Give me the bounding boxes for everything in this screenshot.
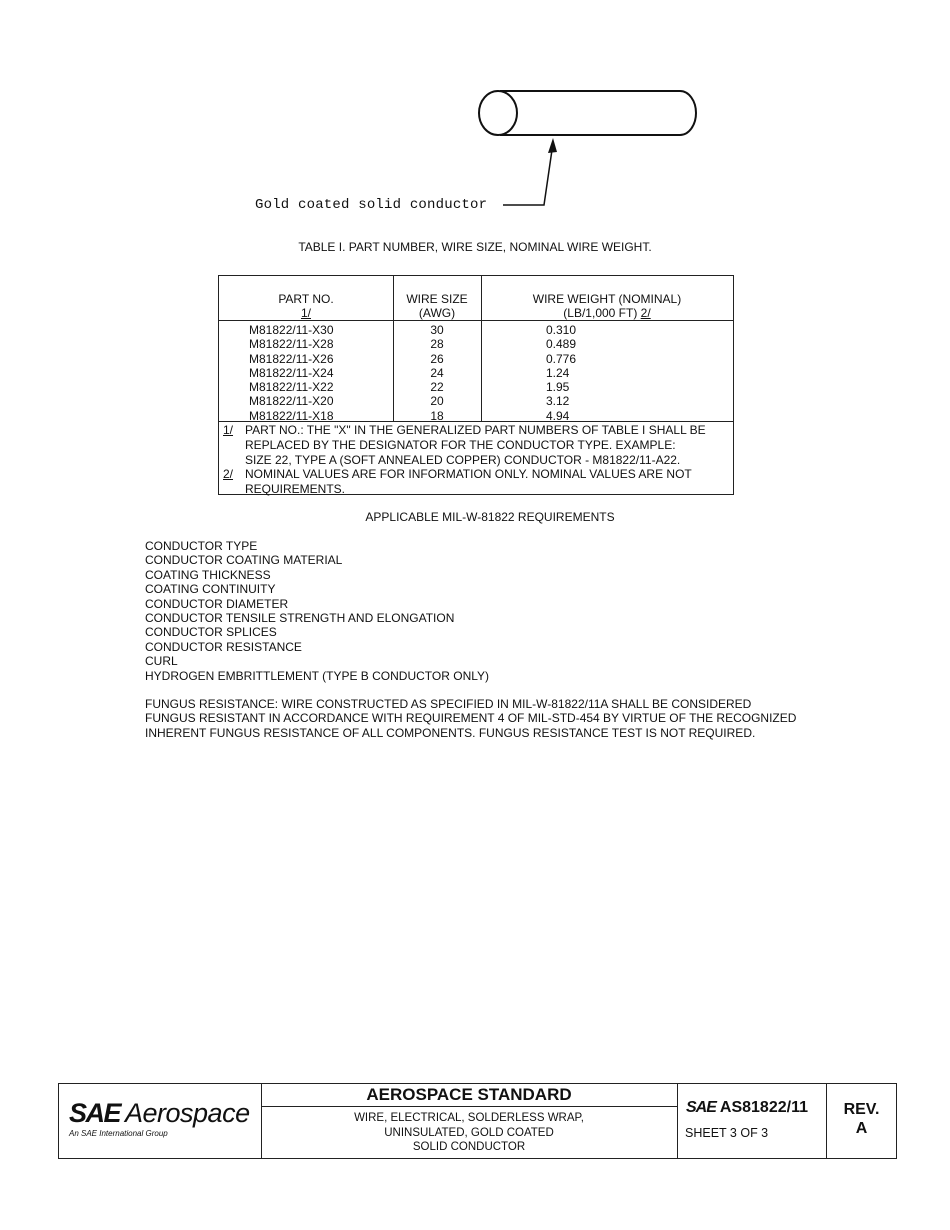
revision: REV. A (843, 1101, 880, 1137)
title-block (58, 1083, 897, 1159)
list-item: CURL (145, 654, 178, 669)
header-part-no: PART NO. 1/ (278, 292, 334, 320)
figure-label: Gold coated solid conductor (255, 197, 488, 213)
standard-description: WIRE, ELECTRICAL, SOLDERLESS WRAP, UNINSULATED, GOLD COATED SOLID CONDUCTOR (354, 1112, 584, 1153)
conductor-illustration (250, 85, 710, 220)
requirements-list (145, 539, 489, 683)
list-item: CONDUCTOR SPLICES (145, 625, 277, 640)
header-wire-size: WIRE SIZE (AWG) (406, 292, 468, 320)
table-note-1: 1/ PART NO.: THE "X" IN THE GENERALIZED PART NUMBERS OF TABLE I SHALL BE REPLACED BY THE DESIGNATOR FOR THE CONDUCTOR TYPE. EXAMPLE: SIZE 22, TYPE A (SOFT ANNEALED COPPER) CONDUCTOR - M81822/11-A22. (223, 423, 706, 467)
wire-size-column: 30 28 26 24 22 20 18 (430, 323, 444, 423)
list-item: CONDUCTOR DIAMETER (145, 596, 289, 611)
fungus-resistance-paragraph: FUNGUS RESISTANCE: WIRE CONSTRUCTED AS SPECIFIED IN MIL-W-81822/11A SHALL BE CONSIDERED FUNGUS RESISTANT IN ACCORDANCE WITH REQUIREMENT 4 OF MIL-STD-454 BY VIRTUE OF THE RECOGNIZED INHERENT FUNGUS RESISTANCE OF ALL COMPONENTS. FUNGUS RESISTANCE TEST IS NOT REQUIRED. (145, 697, 797, 740)
list-item: CONDUCTOR TENSILE STRENGTH AND ELONGATION (145, 611, 455, 626)
sae-aerospace-logo: SAE Aerospace An SAE International Group (69, 1098, 250, 1138)
part-number-table (218, 275, 734, 495)
list-item: CONDUCTOR TYPE (145, 539, 258, 553)
list-item: COATING THICKNESS (145, 567, 271, 582)
document-number: SAE AS81822/11 (686, 1099, 808, 1116)
wire-weight-column: 0.310 0.489 0.776 1.24 1.95 3.12 4.94 (546, 323, 577, 423)
part-number-column: M81822/11-X30 M81822/11-X28 M81822/11-X26 M81822/11-X24 M81822/11-X22 M81822/11-X20 M81822/11-X18 (249, 323, 334, 423)
sheet-number: SHEET 3 OF 3 (685, 1126, 769, 1140)
standard-title: AEROSPACE STANDARD (366, 1085, 572, 1104)
list-item: HYDROGEN EMBRITTLEMENT (TYPE B CONDUCTOR ONLY) (145, 668, 490, 683)
header-wire-weight: WIRE WEIGHT (NOMINAL) (LB/1,000 FT) 2/ (532, 292, 682, 320)
sae-logo-small: SAE (686, 1099, 716, 1116)
list-item: COATING CONTINUITY (145, 582, 276, 597)
table-note-2: 2/ NOMINAL VALUES ARE FOR INFORMATION ONLY. NOMINAL VALUES ARE NOT REQUIREMENTS. (223, 467, 692, 496)
list-item: CONDUCTOR COATING MATERIAL (145, 553, 343, 568)
list-item: CONDUCTOR RESISTANCE (145, 639, 302, 654)
table-title: TABLE I. PART NUMBER, WIRE SIZE, NOMINAL WIRE WEIGHT. (298, 240, 652, 254)
requirements-title: APPLICABLE MIL-W-81822 REQUIREMENTS (365, 510, 615, 524)
